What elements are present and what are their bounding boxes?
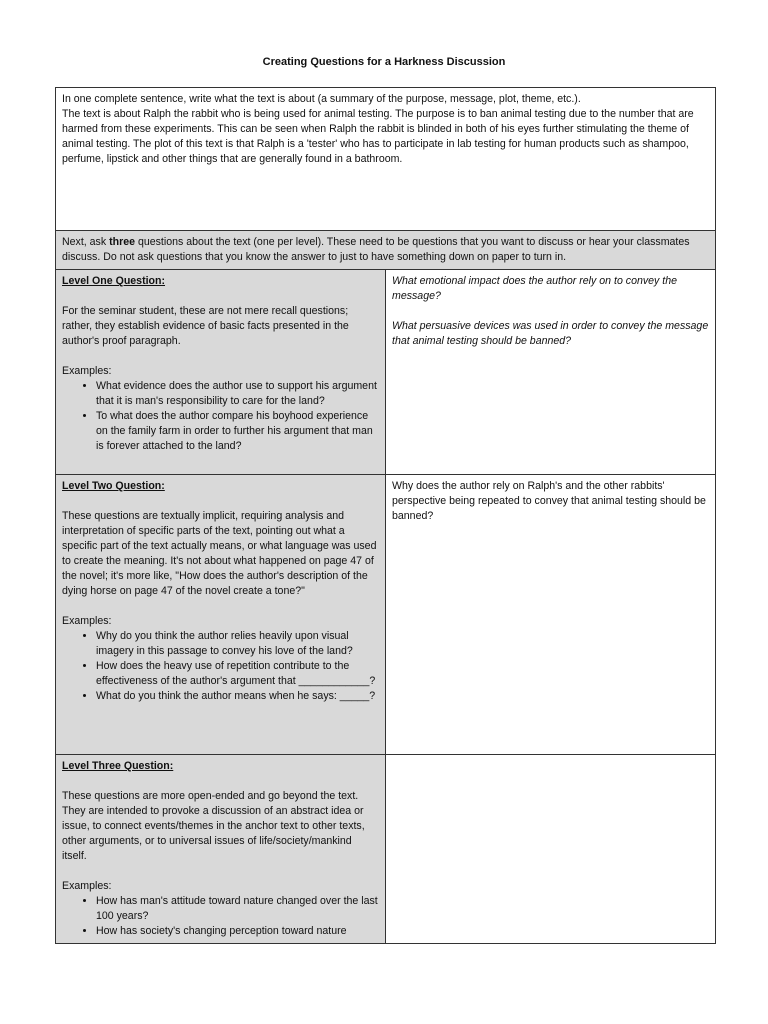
list-item: • What do you think the author means when he says: _____? (96, 689, 379, 704)
level-two-heading: Level Two Question: (62, 480, 165, 492)
level-one-answer-2: What persuasive devices was used in order to convey the message that animal testing should be banned? (392, 320, 709, 347)
level-one-examples (62, 379, 379, 454)
instructions-after: questions about the text (one per level). These need to be questions that you want to discuss or hear your classmates discuss. Do not ask questions that you know the answer to just to have something down on paper to turn in. (62, 236, 690, 263)
level-two-answer-1: Why does the author rely on Ralph's and the other rabbits' perspective being repeated to convey that animal testing should be banned? (392, 480, 706, 522)
level-one-answer-1: What emotional impact does the author rely on to convey the message? (392, 275, 678, 302)
instructions-before: Next, ask (62, 236, 110, 248)
list-item: • Why do you think the author relies heavily upon visual imagery in this passage to convey his love of the land? (96, 629, 379, 659)
level-one-description: For the seminar student, these are not mere recall questions; rather, they establish evidence of basic facts presented in the author's proof paragraph. (62, 305, 349, 347)
level-three-examples-label: Examples: (62, 880, 112, 892)
level-two-description: These questions are textually implicit, requiring analysis and interpretation of specific parts of the text, pointing out what a specific part of the text actually means, or what language was used to create the meaning. It's not about what happened on page 47 of the novel; it's more like, "How does the author's description of the dying horse on page 47 of the novel create a tone?" (62, 510, 377, 597)
list-item: • To what does the author compare his boyhood experience on the family farm in order to further his argument that man is forever attached to the land? (96, 409, 379, 454)
list-item: • How has society's changing perception toward nature (96, 924, 379, 939)
level-one-answer-cell[interactable] (386, 270, 716, 475)
level-two-examples (62, 629, 379, 704)
level-one-prompt-cell (56, 270, 386, 475)
level-three-heading: Level Three Question: (62, 760, 174, 772)
level-three-answer-cell[interactable] (386, 755, 716, 944)
instructions-cell (56, 231, 716, 270)
summary-row (56, 88, 716, 231)
level-three-row (56, 755, 716, 944)
level-two-examples-label: Examples: (62, 615, 112, 627)
summary-prompt: In one complete sentence, write what the text is about (a summary of the purpose, message, plot, theme, etc.). (62, 93, 581, 105)
level-two-prompt-cell (56, 475, 386, 755)
level-one-row (56, 270, 716, 475)
list-item: • How has man's attitude toward nature changed over the last 100 years? (96, 894, 379, 924)
document-title: Creating Questions for a Harkness Discussion (262, 56, 506, 68)
list-item: • How does the heavy use of repetition contribute to the effectiveness of the author's argument that ____________? (96, 659, 379, 689)
level-two-row (56, 475, 716, 755)
level-three-examples (62, 894, 379, 939)
instructions-row (56, 231, 716, 270)
level-two-answer-cell[interactable] (386, 475, 716, 755)
level-three-prompt-cell (56, 755, 386, 944)
list-item: • What evidence does the author use to support his argument that it is man's responsibility to care for the land? (96, 379, 379, 409)
level-three-description: These questions are more open-ended and go beyond the text. They are intended to provoke a discussion of an abstract idea or issue, to connect events/themes in the anchor text to other texts, other arguments, or to universal issues of life/society/mankind itself. (62, 790, 365, 862)
level-one-heading: Level One Question: (62, 275, 166, 287)
summary-answer: The text is about Ralph the rabbit who is being used for animal testing. The purpose is to ban animal testing due to the number that are harmed from these experiments. This can be seen when Ralph the rabbit is blinded in both of his eyes further stimulating the theme of animal testing. The plot of this text is that Ralph is a 'tester' who has to participate in lab testing for human products such as shampoo, perfume, lipstick and other things that are generally found in a bathroom. (62, 108, 694, 165)
question-table (55, 87, 716, 944)
summary-cell[interactable] (56, 88, 716, 231)
instructions-bold: three (109, 236, 136, 248)
level-one-examples-label: Examples: (62, 365, 112, 377)
